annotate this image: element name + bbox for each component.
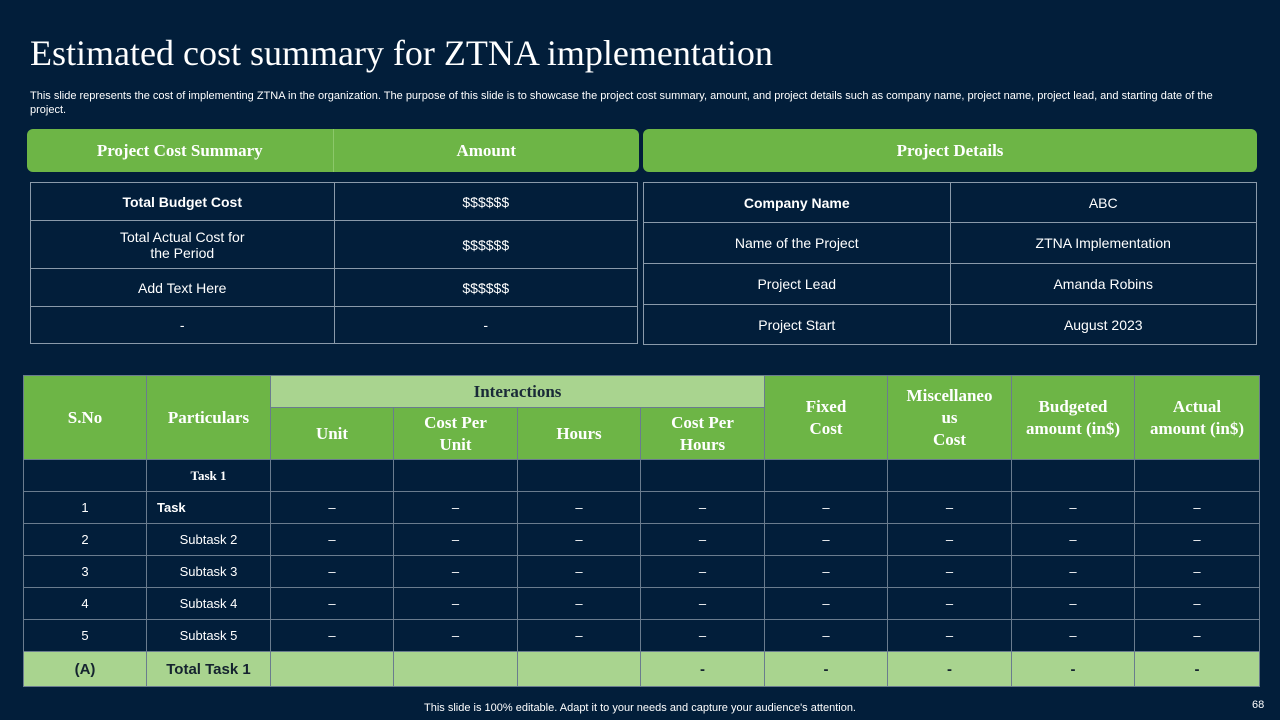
table-cell: [394, 460, 518, 492]
cost-label: Add Text Here: [31, 269, 335, 307]
table-row: [31, 221, 638, 269]
total-row: [24, 652, 1260, 687]
table-cell: [394, 652, 518, 687]
detail-label: Project Start: [644, 305, 951, 345]
value-cell: –: [765, 620, 888, 652]
table-cell: [765, 460, 888, 492]
value-cell: –: [888, 556, 1012, 588]
table-row: [644, 223, 1257, 264]
value-cell: –: [271, 492, 394, 524]
value-cell: –: [1012, 524, 1135, 556]
total-value-cell: -: [765, 652, 888, 687]
value-cell: –: [1012, 492, 1135, 524]
table-row: [644, 183, 1257, 223]
header-line: us: [941, 407, 958, 427]
value-cell: –: [1012, 588, 1135, 620]
header-line: Miscellaneo: [906, 385, 993, 405]
table-cell: [641, 460, 765, 492]
value-cell: –: [394, 556, 518, 588]
value-cell: –: [641, 524, 765, 556]
table-cell: [1135, 460, 1260, 492]
project-details-table: [643, 182, 1257, 345]
value-cell: –: [641, 556, 765, 588]
value-cell: –: [518, 620, 641, 652]
value-cell: –: [641, 588, 765, 620]
value-cell: –: [641, 492, 765, 524]
table-row: [24, 556, 1260, 588]
page-number: 68: [1252, 699, 1265, 711]
cost-summary-header: [27, 129, 639, 172]
table-row: [24, 492, 1260, 524]
group-label: Task 1: [147, 460, 271, 492]
sno-cell: 2: [24, 524, 147, 556]
interactions-header: Interactions: [271, 376, 765, 408]
value-cell: –: [394, 620, 518, 652]
detail-value: ABC: [950, 183, 1257, 223]
table-row: [24, 460, 1260, 492]
value-cell: –: [1135, 588, 1260, 620]
value-cell: –: [271, 620, 394, 652]
cost-per-hours-header: [641, 408, 765, 460]
header-line: Cost Per: [424, 412, 487, 432]
value-cell: –: [641, 620, 765, 652]
total-value-cell: -: [888, 652, 1012, 687]
misc-cost-header: [888, 376, 1012, 460]
value-cell: –: [1012, 556, 1135, 588]
value-cell: –: [1135, 524, 1260, 556]
detail-value: August 2023: [950, 305, 1257, 345]
table-row: [31, 307, 638, 344]
sno-cell: 3: [24, 556, 147, 588]
sno-header: S.No: [24, 376, 147, 460]
value-cell: –: [888, 524, 1012, 556]
value-cell: –: [765, 492, 888, 524]
project-details-header-label: Project Details: [896, 140, 1004, 160]
detail-value: Amanda Robins: [950, 264, 1257, 305]
table-cell: [1012, 460, 1135, 492]
value-cell: –: [394, 588, 518, 620]
header-line: Cost Per: [671, 412, 734, 432]
sno-cell: 4: [24, 588, 147, 620]
cost-value: $$$$$$: [334, 221, 638, 269]
total-label-cell: Total Task 1: [147, 652, 271, 687]
cost-summary-table: [30, 182, 638, 344]
table-cell: [271, 460, 394, 492]
detail-value: ZTNA Implementation: [950, 223, 1257, 264]
value-cell: –: [1135, 620, 1260, 652]
slide-description: This slide represents the cost of implementing ZTNA in the organization. The purpose of this slide is to showcase the project cost summary, amount, and project details such as company name, project name, project lead, and starting date of the project.: [30, 90, 1213, 116]
value-cell: –: [888, 492, 1012, 524]
total-value-cell: -: [1135, 652, 1260, 687]
table-row: [24, 620, 1260, 652]
table-row: [31, 183, 638, 221]
table-header-row: [24, 376, 1260, 408]
cost-label-line: the Period: [150, 244, 215, 261]
particulars-header: Particulars: [147, 376, 271, 460]
value-cell: –: [271, 524, 394, 556]
table-cell: [518, 460, 641, 492]
header-line: Cost: [932, 429, 967, 449]
cost-label-line: Total Actual Cost for: [119, 228, 245, 245]
cost-summary-header-label: Project Cost Summary: [96, 140, 263, 160]
cost-label: [31, 221, 335, 269]
project-details-header: [643, 129, 1257, 172]
header-line: Fixed: [805, 396, 847, 416]
value-cell: –: [888, 620, 1012, 652]
header-line: Cost: [809, 418, 843, 438]
value-cell: –: [518, 492, 641, 524]
particular-cell: Task: [147, 492, 271, 524]
value-cell: –: [394, 492, 518, 524]
header-line: Actual: [1172, 396, 1222, 416]
sno-cell: 1: [24, 492, 147, 524]
header-line: Hours: [679, 434, 726, 454]
value-cell: –: [765, 556, 888, 588]
value-cell: –: [1012, 620, 1135, 652]
header-line: Unit: [439, 434, 472, 454]
actual-amount-header: [1135, 376, 1260, 460]
particular-cell: Subtask 2: [147, 524, 271, 556]
cost-per-unit-header: [394, 408, 518, 460]
table-cell: [271, 652, 394, 687]
total-value-cell: -: [641, 652, 765, 687]
cost-value: $$$$$$: [334, 183, 638, 221]
particular-cell: Subtask 3: [147, 556, 271, 588]
cost-value: $$$$$$: [334, 269, 638, 307]
footer-note: This slide is 100% editable. Adapt it to your needs and capture your audience's attention.: [424, 702, 856, 714]
particular-cell: Subtask 5: [147, 620, 271, 652]
value-cell: –: [1135, 492, 1260, 524]
cost-label: Total Budget Cost: [31, 183, 335, 221]
value-cell: –: [271, 556, 394, 588]
detail-label: Project Lead: [644, 264, 951, 305]
total-value-cell: -: [1012, 652, 1135, 687]
budgeted-amount-header: [1012, 376, 1135, 460]
sno-cell: 5: [24, 620, 147, 652]
detail-label: Name of the Project: [644, 223, 951, 264]
header-line: amount (in$): [1026, 418, 1120, 438]
value-cell: –: [518, 556, 641, 588]
header-line: Budgeted: [1038, 396, 1108, 416]
table-row: [24, 524, 1260, 556]
fixed-cost-header: [765, 376, 888, 460]
value-cell: –: [1135, 556, 1260, 588]
value-cell: –: [888, 588, 1012, 620]
table-cell: [24, 460, 147, 492]
slide-title: Estimated cost summary for ZTNA implementation: [30, 33, 773, 73]
table-row: [24, 588, 1260, 620]
hours-header: Hours: [518, 408, 641, 460]
particular-cell: Subtask 4: [147, 588, 271, 620]
amount-header-label: Amount: [333, 129, 640, 172]
table-cell: [518, 652, 641, 687]
detail-label: Company Name: [644, 183, 951, 223]
table-row: [31, 269, 638, 307]
cost-label: -: [31, 307, 335, 344]
total-sno-cell: (A): [24, 652, 147, 687]
value-cell: –: [394, 524, 518, 556]
unit-header: Unit: [271, 408, 394, 460]
value-cell: –: [518, 524, 641, 556]
value-cell: –: [765, 524, 888, 556]
table-row: [644, 305, 1257, 345]
header-line: amount (in$): [1150, 418, 1244, 438]
table-cell: [888, 460, 1012, 492]
table-row: [644, 264, 1257, 305]
value-cell: –: [518, 588, 641, 620]
cost-value: -: [334, 307, 638, 344]
task-cost-table: [23, 375, 1260, 687]
value-cell: –: [271, 588, 394, 620]
value-cell: –: [765, 588, 888, 620]
